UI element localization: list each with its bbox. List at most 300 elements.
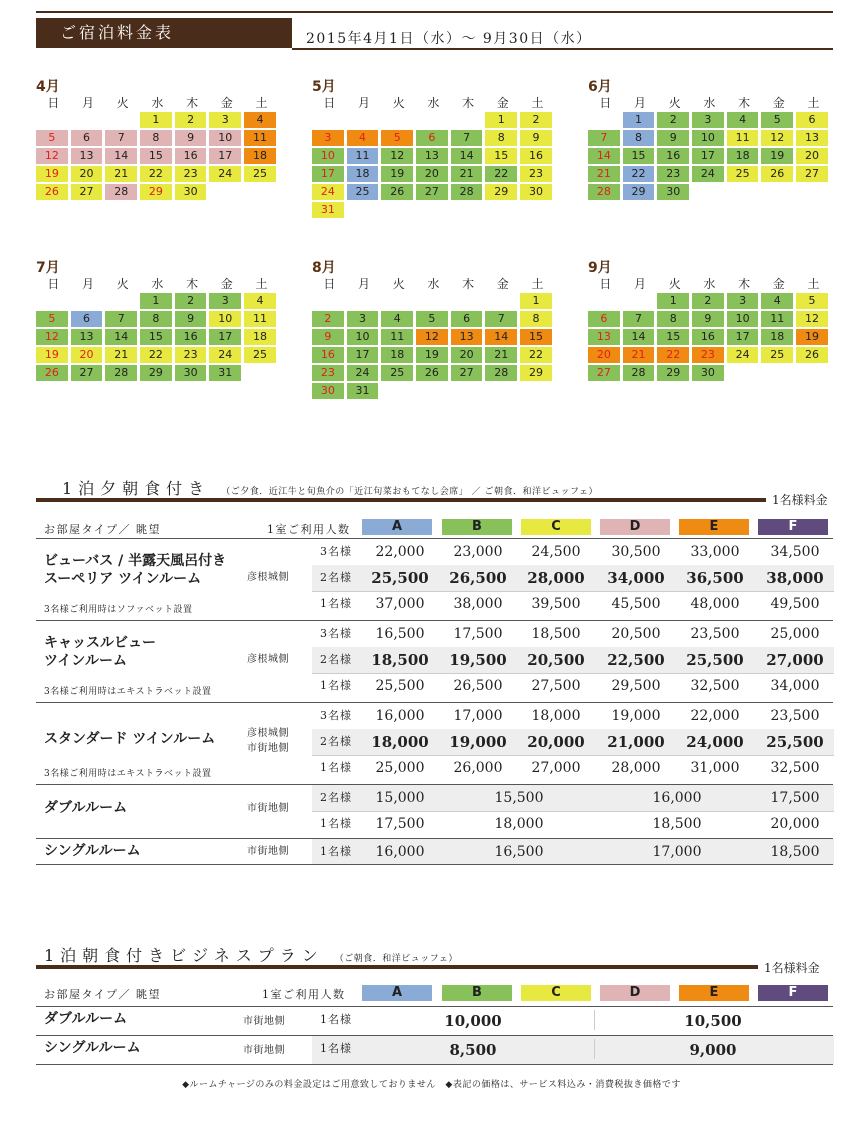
calendar-day: 26 <box>381 184 413 200</box>
calendar-day: 6 <box>416 130 448 146</box>
calendar-day: 25 <box>727 166 759 182</box>
weekday-label: 木 <box>186 277 199 291</box>
calendar-blank <box>105 293 137 309</box>
calendar-day: 9 <box>312 329 344 345</box>
calendar-day: 3 <box>347 311 379 327</box>
calendar-day: 9 <box>175 130 207 146</box>
calendar-day: 19 <box>761 148 793 164</box>
calendar-day: 6 <box>796 112 828 128</box>
price-cell: 23,500 <box>690 626 740 642</box>
weekday-label: 水 <box>151 277 164 291</box>
weekday-label: 日 <box>323 277 336 291</box>
calendar-blank <box>588 112 620 128</box>
price-cell: 22,000 <box>375 544 425 560</box>
table-row <box>312 785 834 811</box>
weekday-label: 日 <box>47 277 60 291</box>
price-cell: 18,000 <box>371 733 429 751</box>
table-row <box>312 591 834 617</box>
room-type-name <box>44 552 226 588</box>
price-cell: 25,000 <box>770 626 820 642</box>
calendar-day: 21 <box>105 166 137 182</box>
weekday-label: 火 <box>668 96 681 110</box>
calendar-day: 31 <box>209 365 241 381</box>
occupancy-label: 1名様 <box>320 679 352 692</box>
calendar-grid <box>312 112 557 220</box>
calendar-day: 18 <box>761 329 793 345</box>
price-cell: 39,500 <box>531 596 581 612</box>
calendar-month <box>312 257 557 401</box>
calendar-blank <box>623 293 655 309</box>
calendar-day: 12 <box>761 130 793 146</box>
calendar-day: 16 <box>520 148 552 164</box>
room-type-name <box>44 842 141 860</box>
calendar-day: 16 <box>657 148 689 164</box>
footer-note: ◆ルームチャージのみの料金設定はご用意致しておりません ◆表記の価格は、サービス料込み・消費税抜き価格です <box>182 1080 681 1090</box>
calendar-day: 22 <box>485 166 517 182</box>
calendar-day: 7 <box>623 311 655 327</box>
calendar-blank <box>347 293 379 309</box>
weekday-label: 金 <box>496 96 509 110</box>
calendar-day: 14 <box>105 148 137 164</box>
calendar-day: 9 <box>520 130 552 146</box>
calendar-day: 1 <box>520 293 552 309</box>
calendar-day: 10 <box>312 148 344 164</box>
rate-badge-c: C <box>521 985 591 1001</box>
weekday-label: 月 <box>82 96 95 110</box>
calendar-day: 30 <box>175 365 207 381</box>
calendar-month-name: 4月 <box>36 79 60 95</box>
calendar-day: 28 <box>451 184 483 200</box>
calendar-day: 9 <box>657 130 689 146</box>
table-row <box>312 1036 834 1064</box>
occupancy-label: 1名様 <box>320 761 352 774</box>
weekday-label: 土 <box>255 277 268 291</box>
calendar-day: 24 <box>312 184 344 200</box>
price-cell: 45,500 <box>611 596 661 612</box>
plan1-subtitle: （ご夕食．近江牛と旬魚介の「近江旬菜おもてなし会席」 ／ ご朝食．和洋ビュッフェ） <box>221 487 599 497</box>
price-cell: 33,000 <box>690 544 740 560</box>
calendar-blank <box>36 293 68 309</box>
calendar-month-name: 7月 <box>36 260 60 276</box>
calendar-day: 13 <box>588 329 620 345</box>
price-cell: 34,000 <box>770 678 820 694</box>
calendar-day: 4 <box>381 311 413 327</box>
calendar-blank <box>416 112 448 128</box>
table-row <box>312 811 834 837</box>
price-cell: 17,000 <box>652 844 702 860</box>
price-cell: 34,500 <box>770 544 820 560</box>
price-cell: 25,500 <box>375 678 425 694</box>
calendar-day: 27 <box>416 184 448 200</box>
calendar-day: 22 <box>623 166 655 182</box>
price-cell: 32,500 <box>690 678 740 694</box>
calendar-day: 18 <box>347 166 379 182</box>
calendar-day: 25 <box>347 184 379 200</box>
plan1-per-person: 1名様料金 <box>772 493 828 507</box>
calendar-day: 6 <box>71 311 103 327</box>
calendar-day: 23 <box>175 166 207 182</box>
price-cell: 18,000 <box>494 816 544 832</box>
weekday-label: 日 <box>599 96 612 110</box>
price-cell: 38,000 <box>453 596 503 612</box>
calendar-day: 18 <box>244 148 276 164</box>
calendar-day: 12 <box>796 311 828 327</box>
page-title: ご宿泊料金表 <box>36 18 292 48</box>
calendar-day: 30 <box>520 184 552 200</box>
price-cell: 8,500 <box>449 1041 497 1059</box>
price-cell: 19,500 <box>449 651 507 669</box>
calendar-day: 6 <box>71 130 103 146</box>
calendar-day: 29 <box>520 365 552 381</box>
calendar-day: 10 <box>209 311 241 327</box>
price-cell: 22,500 <box>607 651 665 669</box>
calendar-day: 7 <box>451 130 483 146</box>
calendar-day: 9 <box>692 311 724 327</box>
calendar-day: 24 <box>692 166 724 182</box>
weekday-label: 日 <box>599 277 612 291</box>
calendar-day: 4 <box>347 130 379 146</box>
calendar-month-name: 5月 <box>312 79 336 95</box>
rate-badge-f: F <box>758 985 828 1001</box>
price-cell: 24,500 <box>531 544 581 560</box>
price-cell: 27,500 <box>531 678 581 694</box>
occupancy-label: 1名様 <box>320 1042 352 1055</box>
price-cell: 27,000 <box>766 651 824 669</box>
calendar-month-name: 6月 <box>588 79 612 95</box>
rate-badge-f: F <box>758 519 828 535</box>
price-cell: 27,000 <box>531 760 581 776</box>
table-row <box>312 621 834 647</box>
calendar-day: 20 <box>588 347 620 363</box>
calendar-blank <box>588 293 620 309</box>
calendar-day: 31 <box>312 202 344 218</box>
table-row <box>312 839 834 865</box>
room-note: 3名様ご利用時はソファベット設置 <box>44 605 193 615</box>
table-row <box>312 1007 834 1035</box>
table-bottom-rule <box>36 864 833 865</box>
calendar-day: 24 <box>209 347 241 363</box>
calendar-day: 21 <box>623 347 655 363</box>
weekday-label: 木 <box>462 96 475 110</box>
occupancy-label: 1名様 <box>320 817 352 830</box>
calendar-day: 21 <box>105 347 137 363</box>
calendar-month <box>36 257 281 383</box>
calendar-day: 17 <box>692 148 724 164</box>
calendar-day: 20 <box>71 347 103 363</box>
price-cell: 34,000 <box>607 569 665 587</box>
calendar-blank <box>105 112 137 128</box>
calendar-blank <box>485 293 517 309</box>
calendar-day: 17 <box>727 329 759 345</box>
calendar-day: 12 <box>416 329 448 345</box>
occupancy-label: 2名様 <box>320 735 352 748</box>
calendar-grid <box>588 112 833 202</box>
calendar-day: 30 <box>312 383 344 399</box>
calendar-day: 5 <box>761 112 793 128</box>
calendar-blank <box>381 112 413 128</box>
calendar-day: 5 <box>36 130 68 146</box>
price-cell: 16,500 <box>375 626 425 642</box>
price-cell: 25,500 <box>686 651 744 669</box>
calendar-day: 24 <box>347 365 379 381</box>
calendar-blank <box>36 112 68 128</box>
calendar-day: 23 <box>657 166 689 182</box>
calendar-day: 1 <box>485 112 517 128</box>
view-label <box>247 652 289 667</box>
calendar-day: 13 <box>451 329 483 345</box>
price-cell: 28,000 <box>611 760 661 776</box>
calendar-day: 10 <box>692 130 724 146</box>
calendar-day: 8 <box>140 130 172 146</box>
table-row <box>312 647 834 673</box>
occupancy-label: 1名様 <box>320 845 352 858</box>
calendar-grid <box>312 293 557 401</box>
calendar-day: 13 <box>71 148 103 164</box>
calendar-day: 23 <box>312 365 344 381</box>
calendar-day: 25 <box>761 347 793 363</box>
price-cell: 15,500 <box>494 790 544 806</box>
weekday-header <box>36 275 281 293</box>
weekday-label: 水 <box>703 277 716 291</box>
room-type-name <box>44 799 127 817</box>
plan1-title <box>62 476 598 499</box>
weekday-label: 火 <box>116 277 129 291</box>
calendar-day: 22 <box>657 347 689 363</box>
calendar-day: 12 <box>36 329 68 345</box>
weekday-label: 金 <box>772 96 785 110</box>
calendar-day: 2 <box>175 293 207 309</box>
calendar-day: 27 <box>796 166 828 182</box>
room-type-name <box>44 634 156 670</box>
occupancy-label: 3名様 <box>320 545 352 558</box>
calendar-day: 1 <box>140 112 172 128</box>
weekday-label: 水 <box>427 96 440 110</box>
price-cell: 18,500 <box>531 626 581 642</box>
weekday-label: 土 <box>255 96 268 110</box>
calendar-blank <box>381 293 413 309</box>
calendar-day: 17 <box>312 166 344 182</box>
price-cell: 25,500 <box>371 569 429 587</box>
table-row <box>312 703 834 729</box>
price-cell: 29,500 <box>611 678 661 694</box>
weekday-label: 火 <box>392 96 405 110</box>
price-cell: 23,500 <box>770 708 820 724</box>
calendar-day: 30 <box>692 365 724 381</box>
weekday-label: 月 <box>634 96 647 110</box>
calendar-day: 15 <box>520 329 552 345</box>
room-type-name: シングルルーム <box>44 1040 141 1056</box>
rate-badge-a: A <box>362 985 432 1001</box>
price-cell: 10,500 <box>684 1012 742 1030</box>
calendar-day: 23 <box>692 347 724 363</box>
calendar-day: 23 <box>520 166 552 182</box>
room-type-name <box>44 730 215 748</box>
calendar-day: 28 <box>485 365 517 381</box>
calendar-day: 5 <box>796 293 828 309</box>
plan2-title <box>44 943 458 966</box>
calendar-day: 16 <box>312 347 344 363</box>
calendar-day: 21 <box>588 166 620 182</box>
price-cell: 17,500 <box>770 790 820 806</box>
calendar-day: 25 <box>381 365 413 381</box>
calendar-day: 7 <box>105 130 137 146</box>
plan2-subtitle: （ご朝食．和洋ビュッフェ） <box>334 954 458 964</box>
calendar-day: 3 <box>209 112 241 128</box>
weekday-label: 金 <box>220 96 233 110</box>
calendar-day: 25 <box>244 347 276 363</box>
price-cell: 25,000 <box>375 760 425 776</box>
calendar-day: 30 <box>657 184 689 200</box>
weekday-header <box>588 94 833 112</box>
price-cell: 26,500 <box>449 569 507 587</box>
calendar-day: 26 <box>761 166 793 182</box>
calendar-day: 11 <box>244 130 276 146</box>
calendar-day: 2 <box>520 112 552 128</box>
calendar-day: 14 <box>105 329 137 345</box>
calendar-day: 4 <box>727 112 759 128</box>
rate-badge-b: B <box>442 519 512 535</box>
room-type-line1: シングルルーム <box>44 843 141 859</box>
calendar-month <box>312 76 557 220</box>
rate-badge-b: B <box>442 985 512 1001</box>
calendar-day: 2 <box>657 112 689 128</box>
calendar-day: 27 <box>451 365 483 381</box>
calendar-day: 13 <box>796 130 828 146</box>
room-type-line2: ツインルーム <box>44 653 127 669</box>
calendar-month <box>588 76 833 202</box>
price-cell: 48,000 <box>690 596 740 612</box>
occupancy-label: 2名様 <box>320 791 352 804</box>
price-cell: 16,000 <box>375 708 425 724</box>
calendar-day: 15 <box>140 148 172 164</box>
calendar-day: 12 <box>36 148 68 164</box>
rate-badge-d: D <box>600 985 670 1001</box>
view-line1: 市街地側 <box>247 846 289 857</box>
plan1-title-text: 1泊夕朝食付き <box>62 479 211 498</box>
calendar-day: 13 <box>71 329 103 345</box>
view-label <box>247 844 289 859</box>
price-cell: 20,500 <box>527 651 585 669</box>
room-type-line2: スーペリア ツインルーム <box>44 571 202 587</box>
calendar-day: 19 <box>416 347 448 363</box>
price-cell: 36,500 <box>686 569 744 587</box>
calendar-day: 24 <box>209 166 241 182</box>
calendar-day: 21 <box>451 166 483 182</box>
calendar-day: 9 <box>175 311 207 327</box>
calendar-day: 14 <box>485 329 517 345</box>
calendar-day: 17 <box>347 347 379 363</box>
table-row <box>312 729 834 755</box>
calendar-blank <box>71 112 103 128</box>
calendar-day: 16 <box>175 329 207 345</box>
room-type-line1: スタンダード ツインルーム <box>44 731 216 747</box>
price-cell: 19,000 <box>611 708 661 724</box>
calendar-day: 10 <box>727 311 759 327</box>
calendar-blank <box>71 293 103 309</box>
weekday-label: 水 <box>427 277 440 291</box>
weekday-label: 日 <box>47 96 60 110</box>
price-cell: 15,000 <box>375 790 425 806</box>
calendar-day: 3 <box>727 293 759 309</box>
weekday-label: 火 <box>116 96 129 110</box>
rate-badge-e: E <box>679 985 749 1001</box>
calendar-day: 20 <box>416 166 448 182</box>
column-divider <box>594 1010 595 1030</box>
calendar-grid <box>588 293 833 383</box>
price-cell: 19,000 <box>449 733 507 751</box>
price-cell: 28,000 <box>527 569 585 587</box>
weekday-label: 月 <box>634 277 647 291</box>
plan1-label-occupancy: 1室ご利用人数 <box>267 523 351 536</box>
weekday-header <box>312 94 557 112</box>
table-bottom-rule <box>36 1064 833 1065</box>
calendar-day: 22 <box>140 166 172 182</box>
weekday-label: 木 <box>462 277 475 291</box>
calendar-day: 4 <box>244 293 276 309</box>
calendar-day: 16 <box>692 329 724 345</box>
price-cell: 25,500 <box>766 733 824 751</box>
weekday-label: 火 <box>668 277 681 291</box>
price-cell: 18,500 <box>371 651 429 669</box>
calendar-day: 22 <box>140 347 172 363</box>
rate-badge-c: C <box>521 519 591 535</box>
calendar-day: 6 <box>588 311 620 327</box>
weekday-label: 木 <box>738 96 751 110</box>
price-cell: 30,500 <box>611 544 661 560</box>
plan2-title-text: 1泊朝食付きビジネスプラン <box>44 946 324 965</box>
room-type-line1: ビューバス / 半露天風呂付き <box>44 553 227 569</box>
occupancy-label: 1名様 <box>320 597 352 610</box>
price-cell: 16,000 <box>375 844 425 860</box>
view-line1: 市街地側 <box>247 803 289 814</box>
calendar-day: 15 <box>657 329 689 345</box>
calendar-day: 15 <box>623 148 655 164</box>
price-cell: 20,000 <box>527 733 585 751</box>
calendar-day: 25 <box>244 166 276 182</box>
price-cell: 16,000 <box>652 790 702 806</box>
calendar-day: 17 <box>209 148 241 164</box>
calendar-day: 11 <box>381 329 413 345</box>
price-cell: 18,500 <box>652 816 702 832</box>
calendar-day: 4 <box>244 112 276 128</box>
plan1-rule <box>36 498 766 502</box>
calendar-day: 7 <box>105 311 137 327</box>
calendar-day: 11 <box>244 311 276 327</box>
calendar-grid <box>36 293 281 383</box>
price-cell: 22,000 <box>690 708 740 724</box>
view-label: 市街地側 <box>243 1045 285 1056</box>
calendar-blank <box>347 112 379 128</box>
calendar-day: 8 <box>140 311 172 327</box>
calendar-day: 3 <box>209 293 241 309</box>
occupancy-label: 3名様 <box>320 627 352 640</box>
calendar-day: 27 <box>71 184 103 200</box>
calendar-day: 8 <box>485 130 517 146</box>
plan2-rule <box>36 965 758 969</box>
calendar-day: 4 <box>761 293 793 309</box>
room-note: 3名様ご利用時はエキストラベット設置 <box>44 769 212 779</box>
occupancy-label: 2名様 <box>320 653 352 666</box>
calendar-day: 21 <box>485 347 517 363</box>
price-cell: 24,000 <box>686 733 744 751</box>
column-divider <box>594 1039 595 1059</box>
calendar-day: 29 <box>657 365 689 381</box>
calendar-day: 24 <box>727 347 759 363</box>
price-cell: 31,000 <box>690 760 740 776</box>
room-type-line1: キャッスルビュー <box>44 635 156 651</box>
calendar-day: 29 <box>140 365 172 381</box>
occupancy-label: 1名様 <box>320 1013 352 1026</box>
